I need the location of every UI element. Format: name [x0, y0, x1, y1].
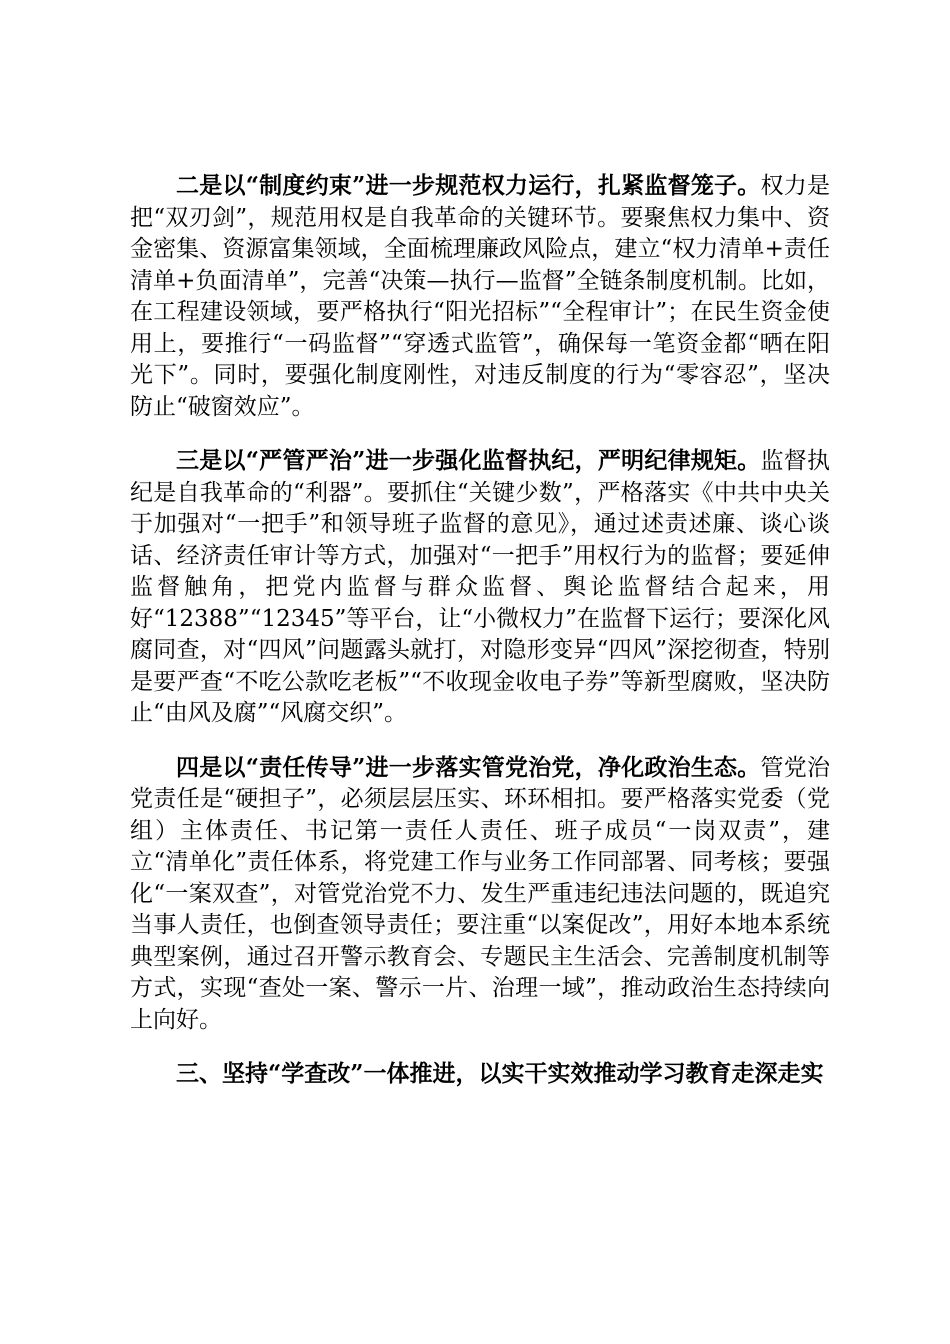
paragraph-body: 权力是把“双刃剑”，规范用权是自我革命的关键环节。要聚焦权力集中、资金密集、资源富集领域，全面梳理廉政风险点，建立“权力清单+责任清单+负面清单”，完善“决策—执行—监督”全链条制度机制。比如，在工程建设领域，要严格执行“阳光招标”“全程审计”；在民生资金使用上，要推行“一码监督”“穿透式监管”，确保每一笔资金都“晒在阳光下”。同时，要强化制度刚性，对违反制度的行为“零容忍”，坚决防止“破窗效应”。	[130, 173, 830, 420]
section-heading: 三、坚持“学查改”一体推进，以实干实效推动学习教育走深走实	[176, 1060, 824, 1087]
paragraph-responsibility	[130, 752, 830, 1037]
paragraph-body: 管党治党责任是“硬担子”，必须层层压实、环环相扣。要严格落实党委（党组）主体责任、书记第一责任人责任、班子成员“一岗双责”，建立“清单化”责任体系，将党建工作与业务工作同部署、同考核；要强化“一案双查”，对管党治党不力、发生严重违纪违法问题的，既追究当事人责任，也倒查领导责任；要注重“以案促改”，用好本地本系统典型案例，通过召开警示教育会、专题民主生活会、完善制度机制等方式，实现“查处一案、警示一片、治理一域”，推动政治生态持续向上向好。	[130, 754, 830, 1033]
paragraph-body: 监督执纪是自我革命的“利器”。要抓住“关键少数”，严格落实《中共中央关于加强对“一把手”和领导班子监督的意见》，通过述责述廉、谈心谈话、经济责任审计等方式，加强对“一把手”用权行为的监督；要延伸监督触角，把党内监督与群众监督、舆论监督结合起来，用好“12388”“12345”等平台，让“小微权力”在监督下运行；要深化风腐同查，对“四风”问题露头就打，对隐形变异“四风”深挖彻查，特别是要严查“不吃公款吃老板”“不收现金收电子券”等新型腐败，坚决防止“由风及腐”“风腐交织”。	[130, 448, 830, 726]
paragraph-strict-governance	[130, 445, 830, 730]
paragraph-lead: 三是以“严管严治”进一步强化监督执纪，严明纪律规矩。	[176, 447, 761, 474]
paragraph-lead: 四是以“责任传导”进一步落实管党治党，净化政治生态。	[176, 753, 761, 781]
paragraph-system-constraint	[130, 170, 830, 423]
document-page	[130, 170, 830, 1090]
paragraph-lead: 二是以“制度约束”进一步规范权力运行，扎紧监督笼子。	[176, 172, 761, 199]
